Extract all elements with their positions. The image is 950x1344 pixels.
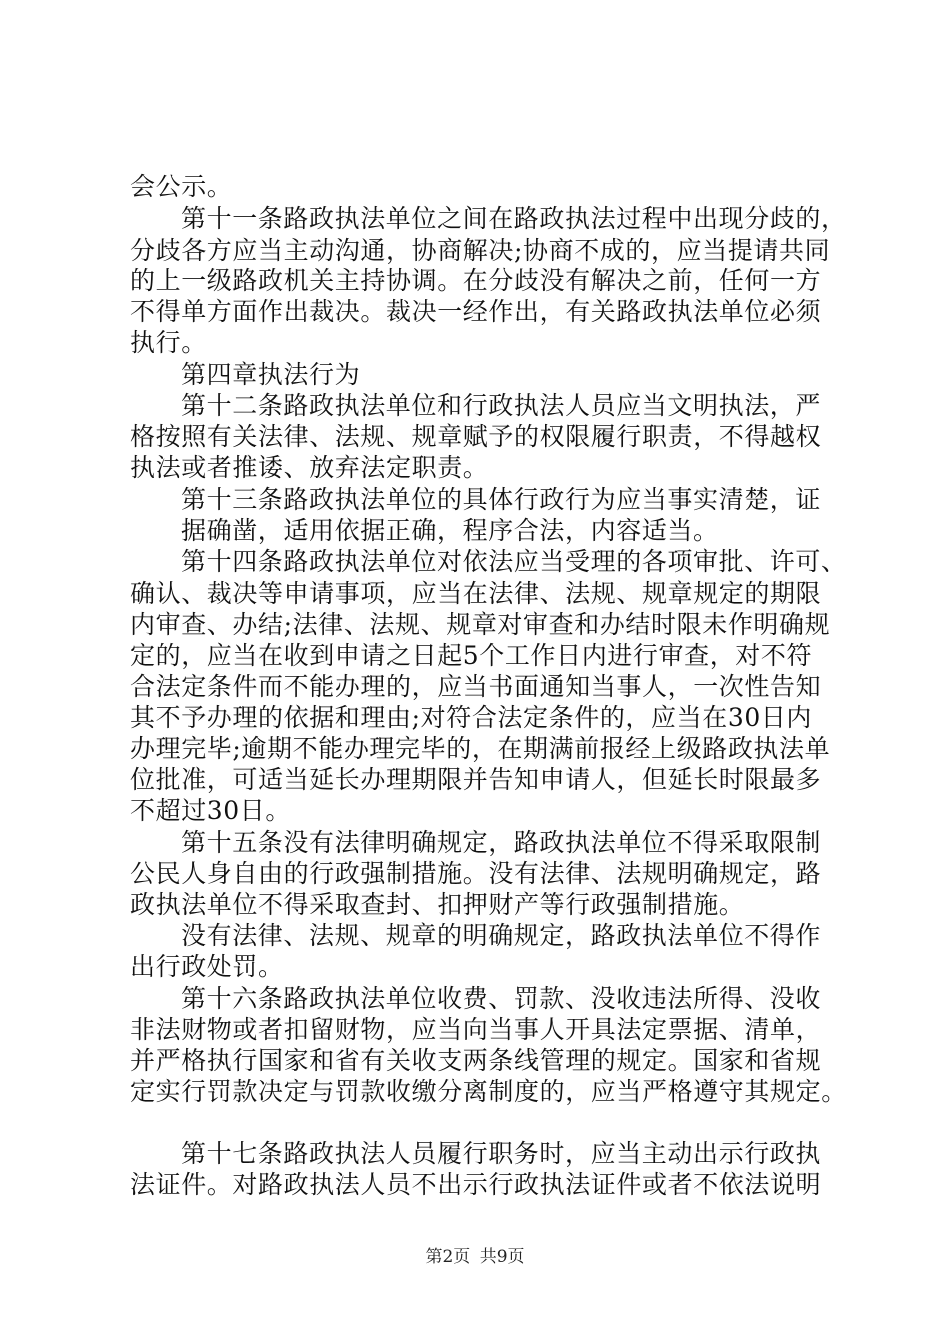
text-line: 公民人身自由的行政强制措施。没有法律、法规明确规定，路 — [130, 859, 822, 888]
text-line: 格按照有关法律、法规、规章赋予的权限履行职责，不得越权 — [130, 422, 822, 451]
text-line: 执行。 — [130, 328, 207, 357]
page-number: 第2页 — [425, 1247, 471, 1267]
page-total: 共9页 — [479, 1247, 525, 1267]
text-line: 确认、裁决等申请事项，应当在法律、法规、规章规定的期限 — [130, 579, 822, 608]
text-line: 分歧各方应当主动沟通，协商解决;协商不成的，应当提请共同 — [130, 236, 831, 265]
text-line: 据确凿，适用依据正确，程序合法，内容适当。 — [181, 516, 719, 545]
text-line: 的上一级路政机关主持协调。在分歧没有解决之前，任何一方 — [130, 266, 822, 295]
text-line: 政执法单位不得采取查封、扣押财产等行政强制措施。 — [130, 890, 745, 919]
text-line: 法证件。对路政执法人员不出示行政执法证件或者不依法说明 — [130, 1170, 822, 1199]
text-line: 出行政处罚。 — [130, 952, 284, 981]
text-line: 第十一条路政执法单位之间在路政执法过程中出现分歧的， — [181, 204, 847, 233]
text-line: 办理完毕;逾期不能办理完毕的，在期满前报经上级路政执法单 — [130, 734, 831, 763]
text-line: 其不予办理的依据和理由;对符合法定条件的，应当在30日内 — [130, 703, 813, 732]
text-line: 第十三条路政执法单位的具体行政行为应当事实清楚，证 — [181, 485, 822, 514]
text-line: 非法财物或者扣留财物，应当向当事人开具法定票据、清单， — [130, 1015, 822, 1044]
text-line: 定的，应当在收到申请之日起5个工作日内进行审查，对不符 — [130, 641, 813, 670]
text-line: 第十四条路政执法单位对依法应当受理的各项审批、许可、 — [181, 547, 847, 576]
text-line: 定实行罚款决定与罚款收缴分离制度的，应当严格遵守其规定。 — [130, 1077, 847, 1106]
text-line: 没有法律、法规、规章的明确规定，路政执法单位不得作 — [181, 921, 822, 950]
page-footer — [0, 1242, 950, 1267]
text-line: 第十六条路政执法单位收费、罚款、没收违法所得、没收 — [181, 984, 822, 1013]
text-line: 合法定条件而不能办理的，应当书面通知当事人，一次性告知 — [130, 672, 822, 701]
text-line: 位批准，可适当延长办理期限并告知申请人，但延长时限最多 — [130, 765, 822, 794]
text-line: 不得单方面作出裁决。裁决一经作出，有关路政执法单位必须 — [130, 297, 822, 326]
text-line: 第十七条路政执法人员履行职务时，应当主动出示行政执 — [181, 1139, 822, 1168]
text-line: 内审查、办结;法律、法规、规章对审查和办结时限未作明确规 — [130, 610, 831, 639]
text-line: 会公示。 — [130, 172, 233, 201]
text-line: 不超过30日。 — [130, 796, 292, 825]
text-line: 第十五条没有法律明确规定，路政执法单位不得采取限制 — [181, 828, 822, 857]
text-line: 并严格执行国家和省有关收支两条线管理的规定。国家和省规 — [130, 1046, 822, 1075]
text-line: 第十二条路政执法单位和行政执法人员应当文明执法，严 — [181, 391, 822, 420]
text-line: 执法或者推诿、放弃法定职责。 — [130, 453, 489, 482]
chapter-heading: 第四章执法行为 — [181, 360, 361, 389]
